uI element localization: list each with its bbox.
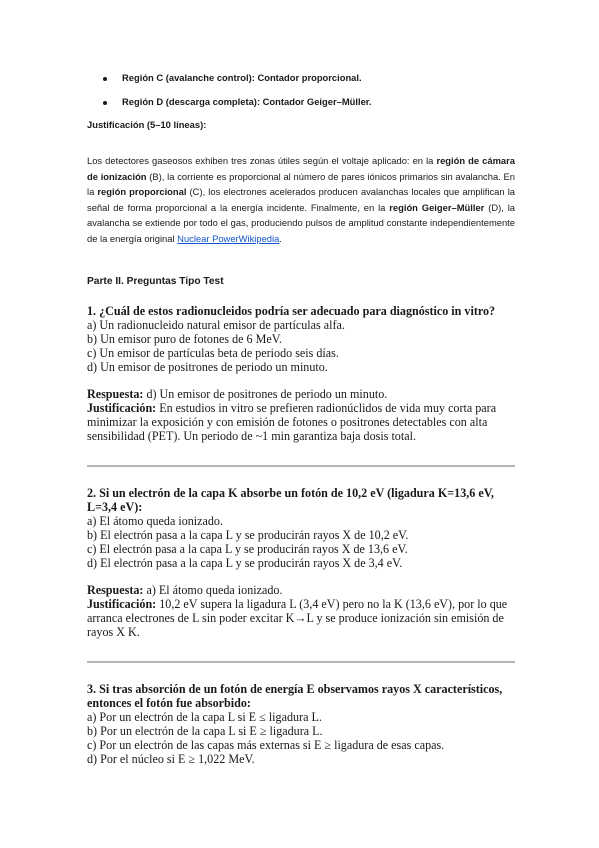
answer-line: Respuesta: d) Un emisor de positrones de periodo un minuto. [87,387,388,401]
option-c: c) Por un electrón de las capas más externas si E ≥ ligadura de esas capas. [87,738,445,752]
option-a: a) Por un electrón de la capa L si E ≤ ligadura L. [87,710,322,724]
option-c: c) El electrón pasa a la capa L y se producirán rayos X de 13,6 eV. [87,542,408,556]
justification-label: Justificación (5–10 líneas): [87,119,207,130]
justification-line: arranca electrones de L sin poder excitar K→L y se produce ionización sin emisión de [87,611,504,625]
option-d: d) El electrón pasa a la capa L y se producirán rayos X de 3,4 eV. [87,556,403,570]
divider [87,465,515,467]
option-a: a) El átomo queda ionizado. [87,514,224,528]
bullet-bold: Región C (avalanche control) [122,72,252,83]
justification-line: Justificación: En estudios in vitro se prefieren radionúclidos de vida muy corta para [87,401,497,415]
justification-line: Justificación: 10,2 eV supera la ligadura L (3,4 eV) pero no la K (13,6 eV), por lo que [87,597,508,611]
bullet-text: : Contador proporcional. [251,72,362,83]
justification-line: rayos X K. [87,625,140,639]
option-c: c) Un emisor de partículas beta de periodo seis días. [87,346,339,360]
bullet-icon [103,101,107,105]
intro-paragraph: Los detectores gaseosos exhiben tres zonas útiles según el voltaje aplicado: en la región de cámara de ionización (B), la corriente es proporcional al número de pares iónicos primarios sin avalancha. En la región proporcional (C), los electrones acelerados producen avalanchas locales que amplifican la señal de forma proporcional a la energía incidente. Finalmente, en la región Geiger–Müller (D), la avalancha se extiende por todo el gas, produciendo pulsos de amplitud constante independientemente de la energía original Nuclear PowerWikipedia. [87,155,516,244]
option-a: a) Un radionucleido natural emisor de partículas alfa. [87,318,345,332]
bullet-text: : Contador Geiger–Müller. [256,96,372,107]
option-d: d) Por el núcleo si E ≥ 1,022 MeV. [87,752,255,766]
bullet-icon [103,77,107,81]
question-title: entonces el fotón fue absorbido: [87,696,251,710]
bullet-bold: Región D (descarga completa) [122,96,257,107]
part-title: Parte II. Preguntas Tipo Test [87,276,224,287]
question-title: 3. Si tras absorción de un fotón de energía E observamos rayos X característicos, [87,682,503,696]
option-b: b) Un emisor puro de fotones de 6 MeV. [87,332,282,346]
justification-line: minimizar la exposición y con emisión de fotones o positrones detectables con alta [87,415,488,429]
divider [87,661,515,663]
option-d: d) Un emisor de positrones de periodo un minuto. [87,360,328,374]
option-b: b) El electrón pasa a la capa L y se producirán rayos X de 10,2 eV. [87,528,409,542]
question-title: L=3,4 eV): [87,500,143,514]
answer-line: Respuesta: a) El átomo queda ionizado. [87,583,283,597]
justification-line: sensibilidad (PET). Un periodo de ~1 min garantiza baja dosis total. [87,429,416,443]
question-title: 1. ¿Cuál de estos radionucleidos podría ser adecuado para diagnóstico in vitro? [87,304,496,318]
option-b: b) Por un electrón de la capa L si E ≥ ligadura L. [87,724,323,738]
source-link[interactable]: Nuclear PowerWikipedia [177,232,280,244]
question-title: 2. Si un electrón de la capa K absorbe un fotón de 10,2 eV (ligadura K=13,6 eV, [87,486,494,500]
